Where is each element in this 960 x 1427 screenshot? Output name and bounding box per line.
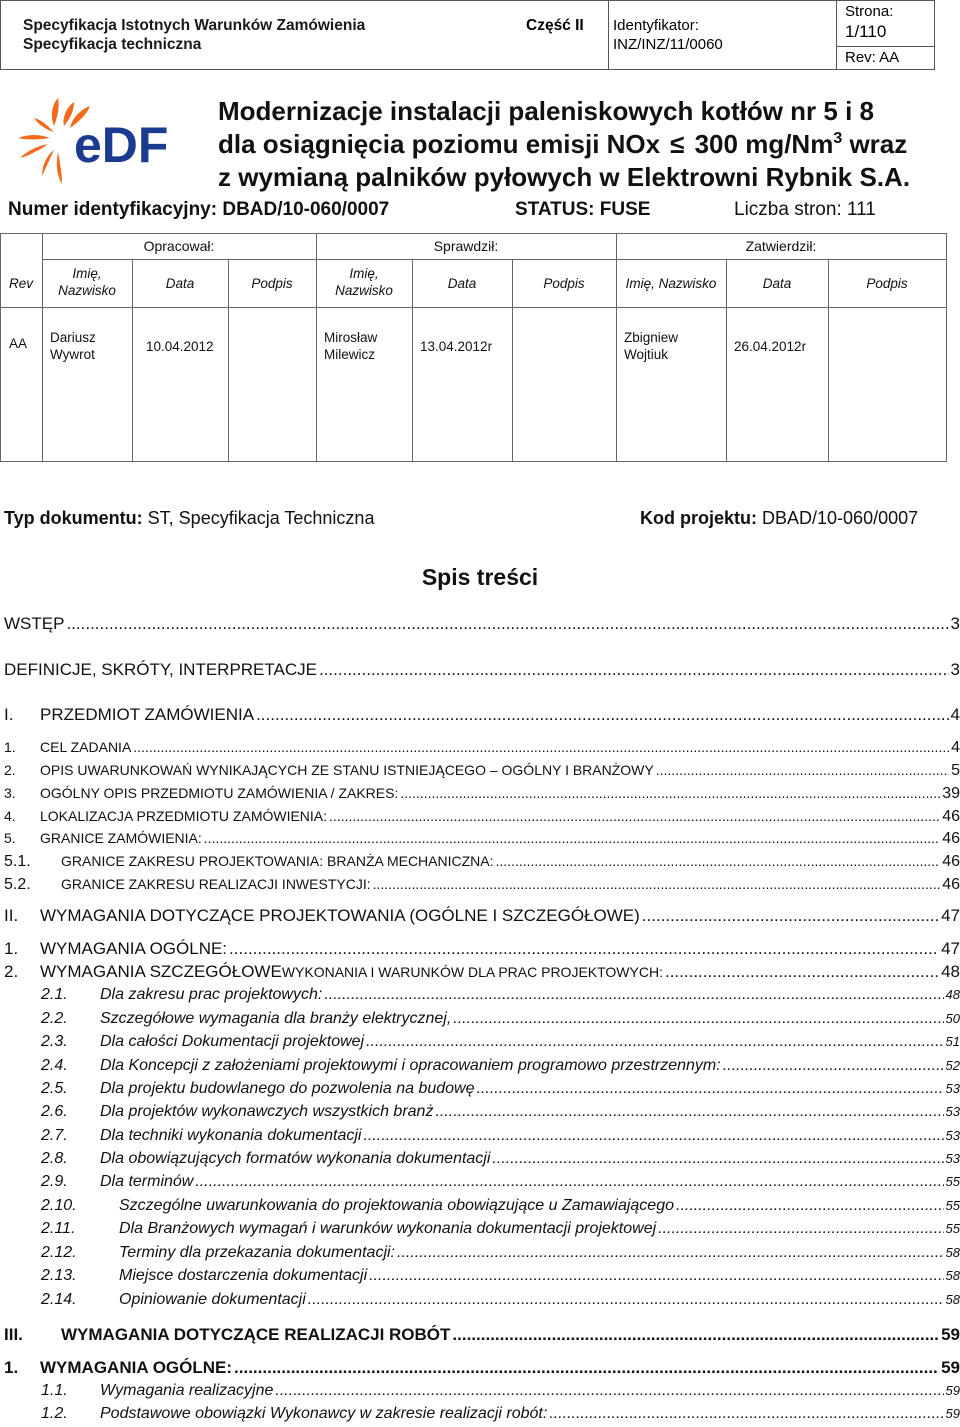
toc-leader [204, 830, 940, 846]
toc-leader [133, 739, 949, 755]
toc-entry-number: 2.9. [41, 1173, 68, 1190]
toc-entry[interactable] [41, 1150, 960, 1168]
toc-entry[interactable] [4, 853, 960, 871]
chk-name-2: Milewicz [324, 347, 376, 362]
header-identifier-cell [609, 1, 837, 69]
toc-entry[interactable] [41, 1197, 960, 1215]
toc-entry-page: 3 [950, 660, 960, 679]
toc-entry-page: 47 [941, 939, 960, 958]
toc-leader [723, 1057, 944, 1075]
toc-entry-text: GRANICE ZAKRESU REALIZACJI INWESTYCJI: [61, 876, 371, 892]
toc-leader [658, 1220, 943, 1238]
toc-entry-page: 47 [941, 906, 960, 925]
toc-entry-page: 53 [945, 1128, 960, 1143]
toc-entry-text: Dla obowiązujących formatów wykonania dokumentacji [100, 1150, 491, 1167]
toc-entry-text: OGÓLNY OPIS PRZEDMIOTU ZAMÓWIENIA / ZAKRES: [40, 785, 399, 801]
title-line2-b: 300 mg/Nm [694, 129, 834, 159]
header-part: Część II [526, 17, 584, 34]
toc-entry-text: CEL ZADANIA [40, 739, 132, 755]
toc-entry[interactable] [4, 808, 960, 826]
title-line2-a: dla osiągnięcia poziomu emisji NOx [218, 129, 661, 159]
toc-entry-text: OPIS UWARUNKOWAŃ WYNIKAJĄCYCH ZE STANU ISTNIEJĄCEGO – OGÓLNY I BRANŻOWY [40, 762, 654, 778]
toc-leader [319, 660, 949, 680]
toc-entry-page: 53 [945, 1081, 960, 1096]
toc-entry[interactable] [4, 614, 960, 634]
toc-leader [324, 986, 943, 1004]
appr-name-1: Zbigniew [624, 330, 679, 345]
document-title [218, 95, 910, 194]
title-line1: Modernizacje instalacji paleniskowych kotłów nr 5 i 8 [218, 96, 874, 126]
toc-entry-text: GRANICE ZAMÓWIENIA: [40, 830, 202, 846]
header-checked: Sprawdził: [433, 238, 499, 254]
toc-leader [452, 1325, 939, 1345]
toc-entry-page: 59 [941, 1325, 960, 1344]
toc-entry-number: 2.3. [41, 1033, 68, 1050]
toc-entry[interactable] [41, 1267, 960, 1285]
toc-entry-number: 1. [4, 939, 19, 958]
toc-entry-page: 55 [945, 1198, 960, 1213]
prep-date: 10.04.2012 [146, 339, 214, 354]
toc-entry-text: Dla terminów [100, 1173, 194, 1190]
toc-entry[interactable] [41, 1033, 960, 1051]
toc-entry-page: 46 [942, 830, 960, 847]
toc-entry-page: 51 [945, 1034, 960, 1049]
toc-entry[interactable] [41, 1010, 960, 1028]
row-rev: AA [8, 336, 27, 351]
toc-entry-text: WYMAGANIA DOTYCZĄCE PROJEKTOWANIA (OGÓLNE I SZCZEGÓŁOWE) [40, 906, 640, 925]
toc-entry-page: 46 [942, 876, 960, 893]
table-line [0, 307, 947, 308]
toc-leader [373, 876, 941, 892]
toc-entry-number: 1.2. [41, 1405, 68, 1422]
toc-entry-text: Dla projektów wykonawczych wszystkich branż [100, 1103, 434, 1120]
toc-entry-number: 2.11. [41, 1220, 76, 1237]
toc-entry-text: WYMAGANIA SZCZEGÓŁOWE [40, 962, 282, 981]
col-prep-name-2: Nazwisko [58, 283, 116, 298]
project-code-label: Kod projektu: [640, 508, 757, 528]
page-count: Liczba stron: 111 [734, 199, 876, 220]
toc-entry-page: 53 [945, 1151, 960, 1166]
toc-entry-page: 59 [941, 1358, 960, 1377]
title-line2-sup: 3 [833, 130, 843, 147]
header-prepared: Opracował: [143, 238, 215, 254]
header-page-cell [837, 1, 934, 69]
toc-entry-number: 1. [4, 739, 16, 755]
toc-entry-page: 46 [942, 808, 960, 825]
toc-leader [400, 785, 940, 801]
status: STATUS: FUSE [515, 199, 651, 220]
toc-entry-number: III. [4, 1325, 23, 1344]
toc-entry-page: 59 [945, 1406, 960, 1421]
toc-entry-text: Opiniowanie dokumentacji [119, 1291, 306, 1308]
toc-entry-text: Dla techniki wykonania dokumentacji [100, 1127, 362, 1144]
identifier-label: Identyfikator: [613, 17, 699, 34]
toc-entry[interactable] [41, 1220, 960, 1238]
toc-entry-text: PRZEDMIOT ZAMÓWIENIA [40, 705, 255, 724]
toc-leader [642, 906, 939, 926]
toc-entry-text: Szczegółowe wymagania dla branży elektrycznej, [100, 1010, 452, 1027]
page-value: 1/110 [845, 22, 887, 41]
col-prep-date: Data [165, 276, 195, 291]
toc-entry-number: 2. [4, 762, 16, 778]
prep-name-2: Wywrot [50, 347, 95, 362]
toc-leader [308, 1291, 944, 1309]
toc-entry-number: 2.7. [41, 1127, 68, 1144]
toc-leader [195, 1173, 943, 1191]
toc-entry-page: 53 [945, 1104, 960, 1119]
toc-entry-page: 3 [950, 614, 960, 633]
toc-leader [435, 1103, 943, 1121]
toc-entry[interactable] [41, 1127, 960, 1145]
toc-entry-text: Dla Koncepcji z założeniami projektowymi i opracowaniem programowo przestrzennym: [100, 1057, 721, 1074]
table-line [946, 233, 947, 462]
toc-entry-number: 2.4. [41, 1057, 68, 1074]
toc-leader [366, 1033, 943, 1051]
toc-entry-page: 58 [945, 1292, 960, 1307]
toc-entry-page: 59 [945, 1383, 960, 1398]
title-line3: z wymianą palników pyłowych w Elektrowni Rybnik S.A. [218, 162, 911, 192]
toc-leader [549, 1405, 943, 1423]
col-appr-name: Imię, Nazwisko [625, 276, 717, 291]
col-chk-name-2: Nazwisko [335, 283, 393, 298]
toc-entry[interactable] [4, 830, 960, 848]
toc-entry-text: Szczególne uwarunkowania do projektowania obowiązujące u Zamawiającego [119, 1197, 674, 1214]
header-title-cell [1, 1, 609, 69]
toc-entry[interactable] [4, 876, 960, 894]
toc-entry-number: 5. [4, 830, 16, 846]
col-appr-date: Data [762, 276, 792, 291]
toc-entry[interactable] [4, 739, 960, 757]
toc-leader [397, 1244, 944, 1262]
toc-title: Spis treści [421, 564, 539, 590]
document-type-label: Typ dokumentu: [4, 508, 143, 528]
toc-entry-number: II. [4, 906, 19, 925]
toc-entry-number: 2.6. [41, 1103, 68, 1120]
toc-leader [656, 762, 949, 778]
toc-entry-page: 48 [941, 962, 960, 981]
toc-entry-page: 4 [951, 739, 960, 756]
toc-entry-text-small: WYKONANIA I WARUNKÓW DLA PRAC PROJEKTOWYCH: [281, 964, 663, 980]
toc-leader [496, 853, 941, 869]
toc-leader [665, 962, 939, 982]
logo-text: eDF [74, 117, 169, 173]
toc-entry-number: 2.8. [41, 1150, 68, 1167]
toc-leader [66, 614, 948, 634]
toc-entry-page: 55 [945, 1174, 960, 1189]
document-type [4, 508, 374, 529]
toc-entry-number: 5.1. [4, 853, 31, 870]
toc-entry-page: 55 [945, 1221, 960, 1236]
toc-entry[interactable] [41, 1080, 960, 1098]
toc-leader [234, 1358, 939, 1378]
toc-entry-number: 2.1. [41, 986, 68, 1003]
chk-name-1: Mirosław [324, 330, 378, 345]
edf-logo [14, 96, 192, 188]
toc-entry-text: Dla zakresu prac projektowych: [100, 986, 323, 1003]
toc-entry-number: 1. [4, 1358, 19, 1377]
toc-entry-page: 50 [945, 1011, 960, 1026]
toc-entry-page: 58 [945, 1245, 960, 1260]
toc-entry-page: 48 [945, 987, 960, 1002]
toc-entry-text: DEFINICJE, SKRÓTY, INTERPRETACJE [4, 660, 317, 679]
toc-entry-number: 2.12. [41, 1244, 77, 1261]
less-or-equal-symbol: ≤ [670, 129, 685, 159]
toc-entry-number: 2.10. [41, 1197, 77, 1214]
header-title-line1: Specyfikacja Istotnych Warunków Zamówienia [23, 17, 366, 34]
toc-entry-text: Wymagania realizacyjne [100, 1382, 274, 1399]
toc-entry-number: 2. [4, 962, 19, 981]
toc-leader [369, 1267, 943, 1285]
appr-name-2: Wojtiuk [624, 347, 669, 362]
toc-entry-number: 4. [4, 808, 16, 824]
toc-entry[interactable] [41, 1057, 960, 1075]
col-appr-sign: Podpis [866, 276, 908, 291]
document-header [0, 0, 935, 70]
toc-leader [363, 1127, 943, 1145]
toc-entry[interactable] [41, 986, 960, 1004]
toc-entry[interactable] [4, 1325, 960, 1345]
toc-entry-number: I. [4, 705, 14, 724]
toc-entry-page: 39 [942, 785, 960, 802]
toc-entry-page: 5 [951, 762, 960, 779]
table-line [0, 233, 947, 234]
document-type-value: ST, Specyfikacja Techniczna [147, 508, 375, 528]
toc-entry[interactable] [41, 1244, 960, 1262]
toc-entry[interactable] [4, 705, 960, 725]
toc-entry-text: Miejsce dostarczenia dokumentacji [119, 1267, 368, 1284]
toc-entry[interactable] [41, 1291, 960, 1309]
toc-entry[interactable] [41, 1405, 960, 1423]
toc-leader [676, 1197, 944, 1215]
col-prep-name-1: Imię, [72, 266, 102, 281]
page-label: Strona: [845, 3, 894, 20]
toc-entry[interactable] [4, 1358, 960, 1378]
project-code [640, 508, 918, 529]
toc-entry-text: WYMAGANIA DOTYCZĄCE REALIZACJI ROBÓT [61, 1325, 451, 1344]
toc-entry-text: WSTĘP [4, 614, 65, 633]
toc-entry-number: 2.2. [41, 1010, 68, 1027]
toc-entry[interactable] [41, 1103, 960, 1121]
toc-entry-number: 2.5. [41, 1080, 68, 1097]
identifier-value: INZ/INZ/11/0060 [613, 36, 723, 53]
toc-leader [477, 1080, 944, 1098]
identification-number: Numer identyfikacyjny: DBAD/10-060/0007 [8, 199, 390, 220]
toc-entry-text: Dla projektu budowlanego do pozwolenia na budowę [100, 1080, 475, 1097]
toc-entry-text: Dla Branżowych wymagań i warunków wykonania dokumentacji projektowej [119, 1220, 657, 1237]
toc-leader [492, 1150, 943, 1168]
toc-entry-page: 58 [945, 1268, 960, 1283]
col-chk-date: Data [447, 276, 477, 291]
toc-leader [329, 808, 940, 824]
header-title-line2: Specyfikacja techniczna [23, 36, 202, 53]
toc-entry-text: WYMAGANIA OGÓLNE: [40, 1358, 233, 1377]
toc-entry-number: 2.13. [41, 1267, 77, 1284]
table-line [0, 461, 947, 462]
edf-sun-logo-icon [14, 96, 192, 188]
toc-entry-text: WYMAGANIA OGÓLNE: [40, 939, 228, 958]
toc-entry[interactable] [41, 1173, 960, 1191]
col-chk-name-1: Imię, [349, 266, 379, 281]
toc-entry[interactable] [41, 1382, 960, 1400]
prep-name-1: Dariusz [50, 330, 96, 345]
col-chk-sign: Podpis [543, 276, 585, 291]
toc-entry-page: 46 [942, 853, 960, 870]
toc-entry-text: GRANICE ZAKRESU PROJEKTOWANIA: BRANŻA MECHANICZNA: [61, 853, 494, 869]
toc-entry[interactable] [4, 785, 960, 803]
toc-entry-number: 5.2. [4, 876, 31, 893]
appr-date: 26.04.2012r [734, 339, 807, 354]
toc-entry[interactable] [4, 939, 960, 959]
chk-date: 13.04.2012r [420, 339, 493, 354]
toc-entry-number: 1.1. [41, 1382, 68, 1399]
toc-entry[interactable] [4, 962, 960, 982]
toc-entry[interactable] [4, 906, 960, 926]
toc-leader [453, 1010, 943, 1028]
toc-leader [229, 939, 939, 959]
header-approved: Zatwierdził: [745, 238, 817, 254]
toc-entry-page: 4 [950, 705, 960, 724]
toc-entry-text: LOKALIZACJA PRZEDMIOTU ZAMÓWIENIA: [40, 808, 328, 824]
revision: Rev: AA [837, 46, 934, 69]
table-line [42, 259, 947, 260]
toc-entry-number: 2.14. [41, 1291, 77, 1308]
toc-entry-text: Terminy dla przekazania dokumentacji: [119, 1244, 395, 1261]
table-line [616, 233, 617, 462]
title-line2-c: wraz [842, 129, 908, 159]
toc-leader [275, 1382, 943, 1400]
toc-entry-text: Dla całości Dokumentacji projektowej [100, 1033, 365, 1050]
project-code-value: DBAD/10-060/0007 [762, 508, 919, 528]
col-rev: Rev [8, 276, 33, 291]
col-prep-sign: Podpis [251, 276, 293, 291]
toc-leader [256, 705, 948, 725]
toc-entry[interactable] [4, 660, 960, 680]
title-line2 [218, 128, 910, 161]
toc-entry-page: 52 [945, 1058, 960, 1073]
toc-entry[interactable] [4, 762, 960, 780]
approval-table [0, 233, 947, 462]
toc-entry-text: Podstawowe obowiązki Wykonawcy w zakresie realizacji robót: [100, 1405, 548, 1422]
toc-entry-number: 3. [4, 785, 16, 801]
